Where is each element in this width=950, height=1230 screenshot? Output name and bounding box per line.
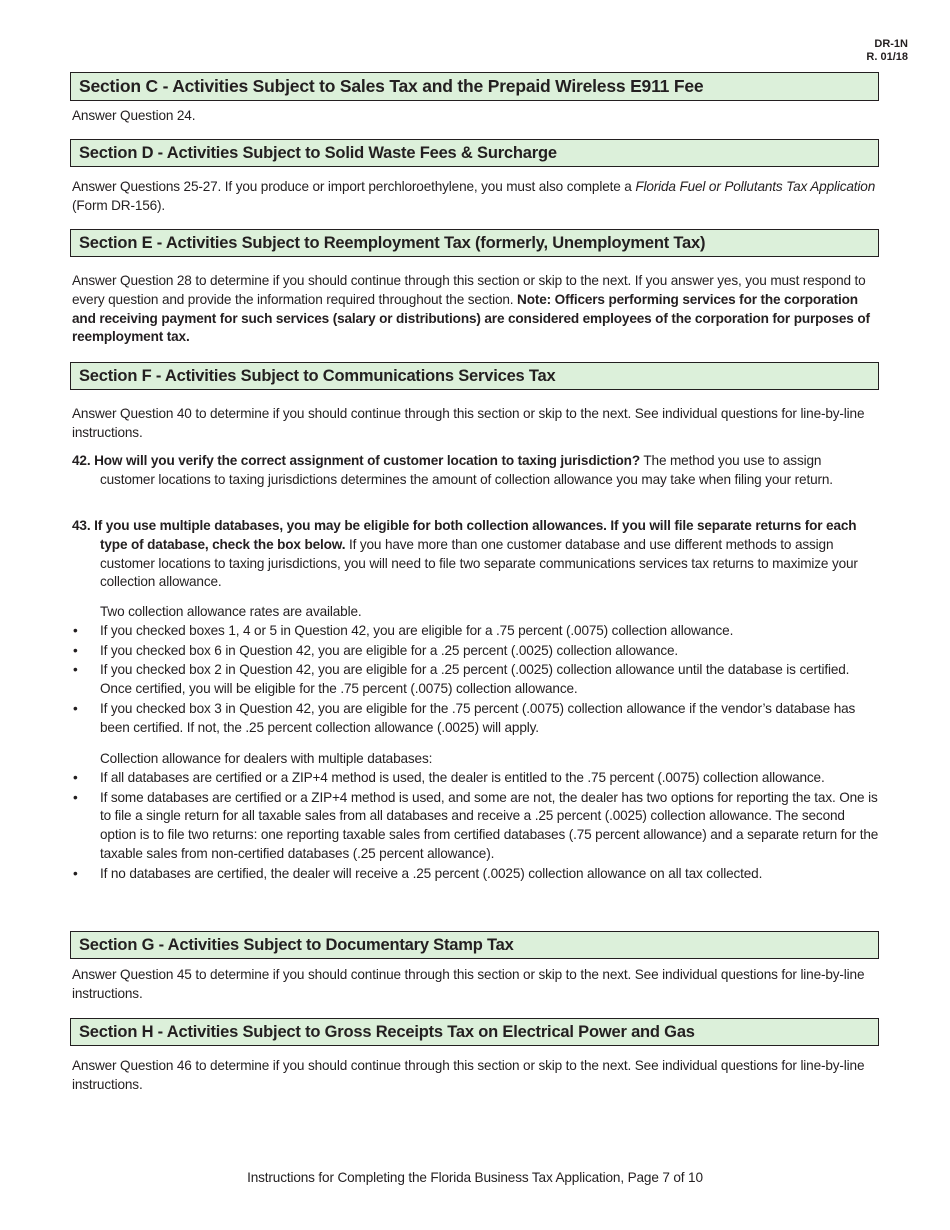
section-f-header <box>70 362 879 390</box>
question-43 <box>72 517 877 592</box>
question-text-bold: If you use multiple databases, you may be eligible for both collection allowances. If you will file separate returns for each type of database, check the box below. <box>94 518 857 552</box>
multiple-databases <box>73 750 880 885</box>
section-c-header <box>70 72 879 101</box>
page-footer: Instructions for Completing the Florida Business Tax Application, Page 7 of 10 <box>247 1170 703 1185</box>
section-d-text: Answer Questions 25-27. If you produce or import perchloroethylene, you must also complete a <box>72 179 636 194</box>
list-item-text: If you checked boxes 1, 4 or 5 in Question 42, you are eligible for a .75 percent (.0075) collection allowance. <box>100 622 734 638</box>
section-d-text-end: (Form DR-156). <box>72 197 166 213</box>
section-e-note: Note: Officers performing services for the corporation and receiving payment for such services (salary or distributions) are considered employees of the corporation for purposes of reemployment tax. <box>72 291 870 345</box>
section-e-title: Section E - Activities Subject to Reemployment Tax (formerly, Unemployment Tax) <box>79 233 706 252</box>
list-item <box>72 865 880 884</box>
list-item-text: If you checked box 2 in Question 42, you are eligible for a .25 percent (.0025) collection allowance until the database is certified. Once certified, you will be eligible for the .75 percent (.0075) collection allowance. <box>100 662 850 697</box>
question-42 <box>72 452 877 490</box>
section-h-title: Section H - Activities Subject to Gross Receipts Tax on Electrical Power and Gas <box>79 1022 695 1041</box>
allowance-rates-intro: Two collection allowance rates are available. <box>100 604 362 619</box>
section-h-body: Answer Question 46 to determine if you should continue through this section or skip to the next. See individual questions for line-by-line instructions. <box>72 1058 865 1092</box>
section-e-body <box>72 272 877 347</box>
list-item <box>72 642 880 661</box>
allowance-rates <box>73 603 880 739</box>
bullet-icon: • <box>73 642 78 658</box>
list-item <box>72 769 880 788</box>
section-c-body: Answer Question 24. <box>72 108 196 123</box>
question-number: 42. <box>72 453 91 468</box>
section-d-body <box>72 178 877 216</box>
bullet-icon: • <box>73 622 78 638</box>
section-f-title: Section F - Activities Subject to Communications Services Tax <box>79 366 556 385</box>
section-d-title: Section D - Activities Subject to Solid Waste Fees & Surcharge <box>79 143 557 162</box>
section-h-header <box>70 1018 879 1046</box>
section-g-title: Section G - Activities Subject to Documentary Stamp Tax <box>79 935 514 954</box>
bullet-icon: • <box>73 662 78 678</box>
list-item-text: If no databases are certified, the dealer will receive a .25 percent (.0025) collection allowance on all tax collected. <box>100 865 763 881</box>
section-g-body: Answer Question 45 to determine if you should continue through this section or skip to the next. See individual questions for line-by-line instructions. <box>72 967 865 1001</box>
list-item <box>72 622 880 641</box>
form-revision: R. 01/18 <box>866 51 908 63</box>
list-item <box>72 661 880 699</box>
question-text-bold: How will you verify the correct assignment of customer location to taxing jurisdiction? <box>94 453 640 468</box>
multiple-databases-intro: Collection allowance for dealers with multiple databases: <box>100 751 433 766</box>
question-number: 43. <box>72 518 91 533</box>
section-e-text: Answer Question 28 to determine if you should continue through this section or skip to the next. If you answer yes, you must respond to every question and provide the information required throughout the section. <box>72 273 866 307</box>
question-text: The method you use to assign customer locations to taxing jurisdictions determines the amount of collection allowance you may take when filing your return. <box>100 453 833 487</box>
bullet-icon: • <box>73 865 78 881</box>
allowance-rates-list <box>72 622 880 738</box>
bullet-icon: • <box>73 700 78 716</box>
section-e-header <box>70 229 879 257</box>
section-f-body: Answer Question 40 to determine if you should continue through this section or skip to the next. See individual questions for line-by-line instructions. <box>72 406 865 440</box>
form-code: DR-1N <box>874 38 908 50</box>
list-item-text: If you checked box 6 in Question 42, you are eligible for a .25 percent (.0025) collection allowance. <box>100 642 679 658</box>
bullet-icon: • <box>73 769 78 785</box>
list-item <box>72 789 880 864</box>
form-reference-title: Florida Fuel or Pollutants Tax Application <box>635 179 876 194</box>
section-c-title: Section C - Activities Subject to Sales Tax and the Prepaid Wireless E911 Fee <box>79 76 704 96</box>
section-g-header <box>70 931 879 959</box>
form-id <box>866 38 908 64</box>
list-item <box>72 700 880 738</box>
question-text: If you have more than one customer database and use different methods to assign customer locations to taxing jurisdictions, you will need to file two separate communications services tax returns to maximize your collection allowance. <box>100 536 858 590</box>
bullet-icon: • <box>73 789 78 805</box>
list-item-text: If you checked box 3 in Question 42, you are eligible for the .75 percent (.0075) collection allowance if the vendor’s database has been certified. If not, the .25 percent collection allowance (.0025) will apply. <box>100 700 856 735</box>
list-item-text: If some databases are certified or a ZIP+4 method is used, and some are not, the dealer has two options for reporting the tax. One is to file a single return for all taxable sales from all databases and receive a .25 percent (.0025) collection allowance. The second option is to file two returns: one reporting taxable sales from certified databases (.75 percent allowance) and a separate return for the taxable sales from non-certified databases (.25 percent allowance). <box>100 789 879 861</box>
section-d-header <box>70 139 879 167</box>
multiple-databases-list <box>72 769 880 884</box>
list-item-text: If all databases are certified or a ZIP+4 method is used, the dealer is entitled to the .75 percent (.0075) collection allowance. <box>100 769 825 785</box>
